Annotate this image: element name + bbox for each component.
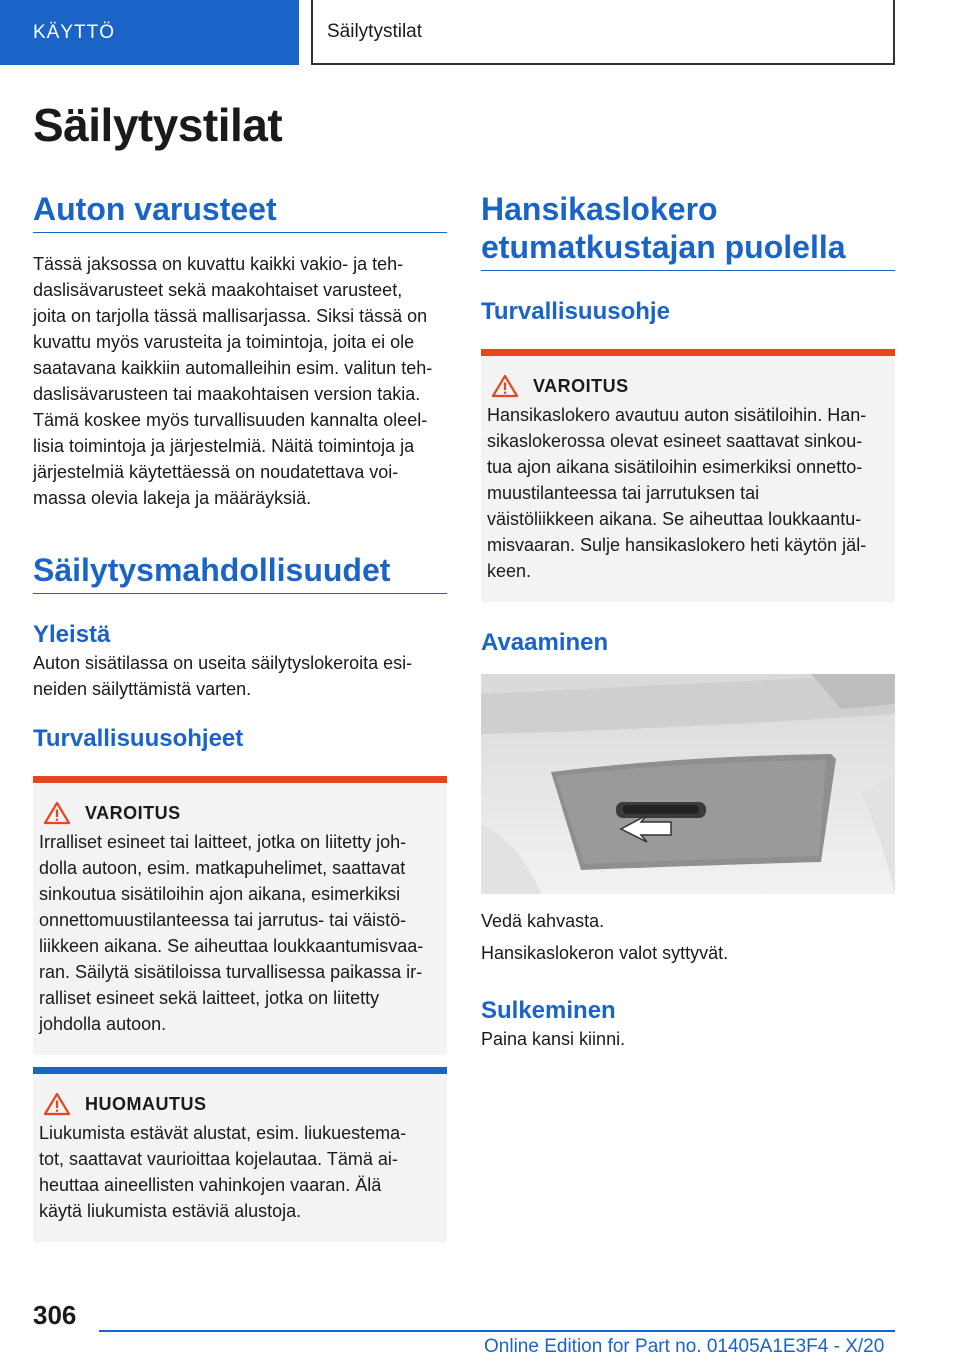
text-line: heuttaa aineellisten vahinkojen vaaran. Älä [39, 1175, 382, 1195]
text-line: lisia toimintoja ja järjestelmiä. Näitä toimintoja ja [33, 436, 415, 456]
text-line: neiden säilyttämistä varten. [33, 679, 252, 699]
text-line: tua ajon aikana sisätiloihin esimerkiksi onnetto- [487, 457, 863, 477]
warning-triangle-icon [43, 1092, 71, 1116]
text-line: ralliset esineet sekä laitteet, jotka on liitetty [39, 988, 380, 1008]
warning-title: VAROITUS [85, 802, 181, 823]
heading-hansikaslokero [481, 190, 895, 271]
text-line: kuvattu myös varusteita ja toimintoja, joita ei ole [33, 332, 415, 352]
text-line: Irralliset esineet tai laitteet, jotka on liitetty joh- [39, 832, 407, 852]
yleista-paragraph [33, 650, 447, 702]
avaaminen-step-1: Vedä kahvasta. [481, 911, 605, 931]
warning-box [33, 776, 447, 1055]
footer-divider [99, 1330, 895, 1332]
text-line: daslisävarusteen tai maakohtaisen version takia. [33, 384, 421, 404]
heading-yleista: Yleistä [33, 621, 111, 648]
text-line: johdolla autoon. [39, 1014, 167, 1034]
intro-paragraph [33, 251, 447, 511]
text-line: sinkoutua sisätiloihin ajon aikana, esimerkiksi [39, 884, 401, 904]
text-line: massa olevia lakeja ja määräyksiä. [33, 488, 312, 508]
text-line: Hansikaslokero avautuu auton sisätiloihin. Han- [487, 405, 867, 425]
notice-text [39, 1120, 435, 1224]
warning-title: VAROITUS [533, 375, 629, 396]
text-line: saatavana kaikkiin automalleihin esim. valitun teh- [33, 358, 433, 378]
text-line: keen. [487, 561, 532, 581]
text-line: käytä liukumista estäviä alustoja. [39, 1201, 302, 1221]
warning-triangle-icon [43, 801, 71, 825]
chapter-label: Säilytystilat [327, 20, 423, 42]
chapter-header [311, 0, 895, 65]
heading-turvallisuusohjeet: Turvallisuusohjeet [33, 725, 244, 752]
heading-sailytysmahdollisuudet: Säilytysmahdollisuudet [33, 551, 447, 594]
edition-text: Online Edition for Part no. 01405A1E3F4 - X/20 [484, 1336, 885, 1357]
text-line: Tämä koskee myös turvallisuuden kannalta oleel- [33, 410, 428, 430]
notice-box [33, 1067, 447, 1242]
section-label: KÄYTTÖ [33, 21, 116, 43]
notice-title: HUOMAUTUS [85, 1093, 207, 1114]
warning-text [487, 402, 883, 584]
heading-avaaminen: Avaaminen [481, 629, 609, 656]
heading-turvallisuusohje: Turvallisuusohje [481, 298, 670, 325]
text-line: misvaaran. Sulje hansikaslokero heti käytön jäl- [487, 535, 867, 555]
sulkeminen-text: Paina kansi kiinni. [481, 1029, 626, 1049]
glovebox-illustration [481, 674, 895, 894]
text-line: daslisävarusteet sekä maakohtaiset varusteet, [33, 280, 403, 300]
warning-triangle-icon [491, 374, 519, 398]
text-line: järjestelmiä käytettäessä on noudatettava voi- [33, 462, 399, 482]
text-line: joita on tarjolla tässä mallisarjassa. Siksi tässä on [33, 306, 428, 326]
page-title: Säilytystilat [33, 99, 283, 151]
text-line: Auton sisätilassa on useita säilytyslokeroita esi- [33, 653, 413, 673]
text-line: muustilanteessa tai jarrutuksen tai [487, 483, 760, 503]
page-number: 306 [33, 1300, 77, 1330]
text-line: Liukumista estävät alustat, esim. liukuestema- [39, 1123, 407, 1143]
heading-line: Hansikaslokero [481, 191, 718, 227]
warning-box [481, 349, 895, 602]
heading-auton-varusteet: Auton varusteet [33, 190, 447, 233]
text-line: väistöliikkeen aikana. Se aiheuttaa loukkaantu- [487, 509, 862, 529]
text-line: Tässä jaksossa on kuvattu kaikki vakio- ja teh- [33, 254, 404, 274]
text-line: ran. Säilytä sisätiloissa turvallisessa paikassa ir- [39, 962, 423, 982]
avaaminen-step-2: Hansikaslokeron valot syttyvät. [481, 943, 729, 963]
heading-sulkeminen: Sulkeminen [481, 997, 616, 1024]
heading-line: etumatkustajan puolella [481, 229, 846, 265]
text-line: dolla autoon, esim. matkapuhelimet, saattavat [39, 858, 406, 878]
text-line: liikkeen aikana. Se aiheuttaa loukkaantumisvaa- [39, 936, 424, 956]
glovebox-photo [481, 674, 895, 894]
warning-text [39, 829, 435, 1037]
section-tab [0, 0, 299, 65]
text-line: sikaslokerossa olevat esineet saattavat sinkou- [487, 431, 863, 451]
text-line: onnettomuustilanteessa tai jarrutus- tai väistö- [39, 910, 407, 930]
text-line: tot, saattavat vaurioittaa kojelautaa. Tämä ai- [39, 1149, 398, 1169]
left-column [33, 190, 447, 1242]
right-column [481, 190, 895, 1052]
